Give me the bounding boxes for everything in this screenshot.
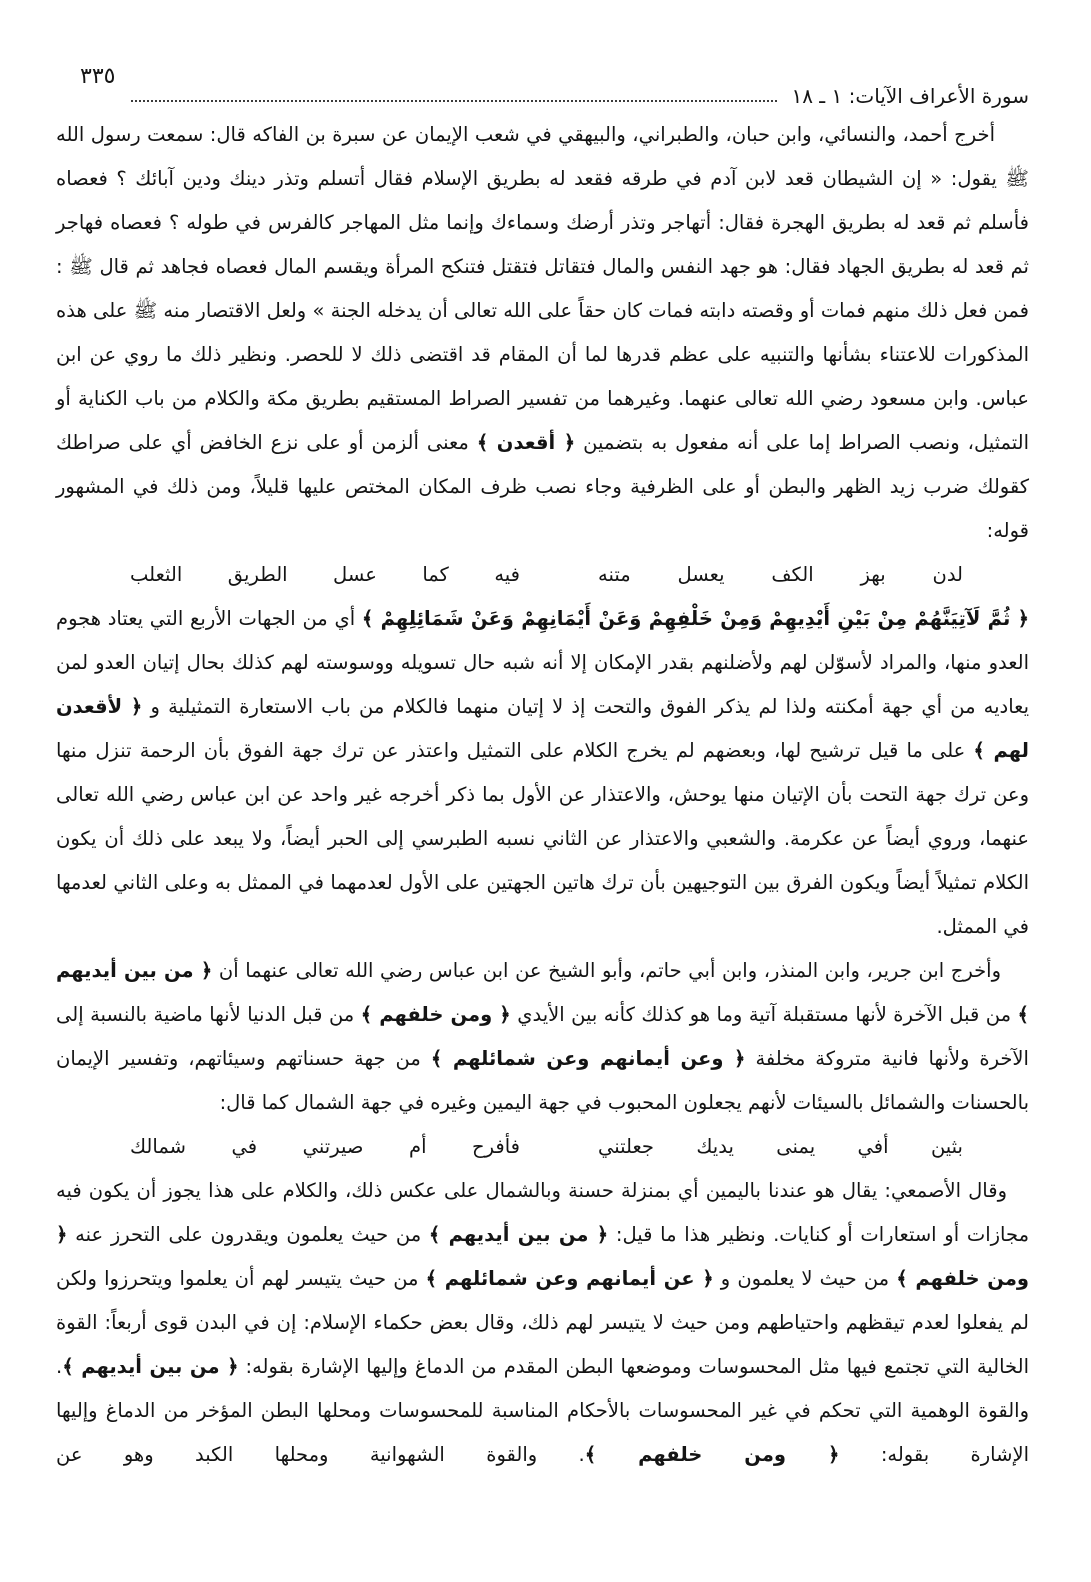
poetry-verse: [56, 1125, 1029, 1169]
quran-quote: ﴿ وعن أيمانهم وعن شمائلهم ﴾: [430, 1047, 746, 1070]
dotted-leader: [131, 100, 777, 102]
text-run: من حيث لا يعلمون و: [713, 1267, 897, 1290]
quran-quote: ﴿ ثُمَّ لَآتِيَنَّهُمْ مِنْ بَيْنِ أَيْدِيهِمْ وَمِنْ خَلْفِهِمْ وَعَنْ أَيْمَانِهِمْ وَعَنْ شَمَائِلِهِمْ ﴾: [361, 607, 1030, 630]
quran-quote: ﴿ من بين أيديهم ﴾: [62, 1355, 239, 1378]
text-run: . والقوة الوهمية التي تحكم في غير المحسوسات بالأحكام المناسبة للمحسوسات ومحلها البطن المؤخر من الدماغ وإليها الإشارة بقوله:: [56, 1355, 1029, 1466]
paragraph: [56, 113, 1029, 553]
quran-quote: ﴿ لأقعدن لهم ﴾: [56, 695, 1029, 762]
quran-quote: ﴿ ومن خلفهم ﴾: [360, 1003, 511, 1026]
hemistich-right: بثين أفي يمنى يديك جعلتني: [598, 1135, 963, 1158]
text-run: من قبل الدنيا لأنها ماضية بالنسبة إلى الآخرة ولأنها فانية متروكة مخلفة: [56, 1003, 1029, 1070]
text-run: معنى ألزمن أو على نزع الخافض أي على صراطك كقولك ضرب زيد الظهر والبطن أو على الظرفية وجاء نصب ظرف المكان المختص عليها قليلاً، ومن ذلك في المشهور قوله:: [56, 431, 1029, 542]
text-run: من قبل الآخرة لأنها مستقبلة آتية وما هو كذلك كأنه بين الأيدي: [510, 1003, 1018, 1026]
quran-quote: ﴿ ومن خلفهم ﴾: [584, 1443, 840, 1466]
text-run: أخرج أحمد، والنسائي، وابن حبان، والطبراني، والبيهقي في شعب الإيمان عن سبرة بن الفاكه قال: سمعت رسول الله ﷺ يقول: « إن الشيطان قعد لابن آدم في طرقه فقعد له بطريق الإسلام فقال أتسلم وتذر دينك ودين آبائك ؟ فعصاه فأسلم ثم قعد له بطريق الهجرة فقال: أتهاجر وتذر أرضك وسماءك وإنما مثل المهاجر كالفرس في طوله ؟ فعصاه فهاجر ثم قعد له بطريق الجهاد فقال: هو جهد النفس والمال فتقاتل فتقتل فتنكح المرأة ويقسم المال فعصاه فجاهد ثم قال ﷺ : فمن فعل ذلك منهم فمات أو وقصته دابته فمات كان حقاً على الله تعالى أن يدخله الجنة » ولعل الاقتصار منه ﷺ على هذه المذكورات للاعتناء بشأنها والتنبيه على عظم قدرها لما أن المقام قد اقتضى ذلك لا للحصر. ونظير ذلك ما روي عن ابن عباس. وابن مسعود رضي الله تعالى عنهما. وغيرهما من تفسير الصراط المستقيم بطريق مكة والكلام من باب الكناية أو التمثيل، ونصب الصراط إما على أنه مفعول به بتضمين: [56, 123, 1030, 454]
text-run: وقال الأصمعي: يقال هو عندنا باليمين أي بمنزلة حسنة وبالشمال على عكس ذلك، والكلام على هذا يجوز أن يكون فيه مجازات أو استعارات أو كنايات. ونظير هذا ما قيل:: [56, 1179, 1030, 1246]
page-header: [80, 58, 1029, 108]
text-run: . والقوة الشهوانية ومحلها الكبد وهو عن: [56, 1443, 585, 1466]
quran-quote: ﴿ عن أيمانهم وعن شمائلهم ﴾: [425, 1267, 714, 1290]
hemistich-left: فأفرح أم صيرتني في شمالك: [130, 1135, 520, 1158]
text-run: على ما قيل ترشيح لها، وبعضهم لم يخرج الكلام على التمثيل واعتذر عن ترك جهة الفوق بأن الرحمة تنزل منها وعن ترك جهة التحت بأن الإتيان منها يوحش، والاعتذار عن الأول بما ذكر أخرجه غير واحد عن ابن عباس رضي الله تعالى عنهما، وروي أيضاً عن عكرمة. والشعبي والاعتذار عن الثاني نسبه الطبرسي إلى الحبر أيضاً، ولا يبعد على ذلك أن يكون الكلام تمثيلاً أيضاً ويكون الفرق بين التوجيهين بأن ترك هاتين الجهتين على الأول لعدمهما في الممثل به وعلى الثاني لعدمها في الممثل.: [56, 739, 1029, 938]
hemistich-right: لدن بهز الكف يعسل متنه: [598, 563, 963, 586]
paragraph: [56, 1169, 1029, 1477]
text-run: وأخرج ابن جرير، وابن المنذر، وابن أبي حاتم، وأبو الشيخ عن ابن عباس رضي الله تعالى عنهما أن: [212, 959, 1001, 982]
quran-quote: ﴿ ومن خلفهم ﴾: [56, 1223, 1030, 1290]
text-run: من جهة حسناتهم وسيئاتهم، وتفسير الإيمان بالحسنات والشمائل بالسيئات لأنهم يجعلون المحبوب في جهة اليمين وغيره في جهة الشمال كما قال:: [56, 1047, 1029, 1114]
text-run: من حيث يعلمون ويقدرون على التحرز عنه: [67, 1223, 429, 1246]
quran-quote: ﴿ من بين أيديهم ﴾: [56, 959, 1029, 1026]
text-run: من حيث يتيسر لهم أن يعلموا ويتحرزوا ولكن لم يفعلوا لعدم تيقظهم واحتياطهم ومن حيث لا يتيسر لهم ذلك، وقال بعض حكماء الإسلام: إن في البدن قوى أربعاً: القوة الخالية التي تجتمع فيها مثل المحسوسات وموضعها البطن المقدم من الدماغ وإليها الإشارة بقوله:: [56, 1267, 1030, 1378]
hemistich-left: فيه كما عسل الطريق الثعلب: [130, 563, 520, 586]
page-number: ٣٣٥: [80, 64, 116, 89]
running-title: سورة الأعراف الآيات: ١ ـ ١٨: [791, 84, 1029, 108]
quran-quote: ﴿ من بين أيديهم ﴾: [428, 1223, 609, 1246]
body-text: [56, 113, 1029, 1477]
text-run: أي من الجهات الأربع التي يعتاد هجوم العدو منها، والمراد لأسوّلن لهم ولأضلنهم بقدر الإمكان إلا أنه شبه حال تسويله ووسوسته لهم كذلك بحال إتيان العدو لمن يعاديه من أي جهة أمكنته ولذا لم يذكر الفوق والتحت إذ لا إتيان منهما فالكلام من باب الاستعارة التمثيلية و: [56, 607, 1030, 718]
paragraph: [56, 597, 1029, 949]
quran-quote: ﴿ أقعدن ﴾: [476, 431, 576, 454]
poetry-verse: [56, 553, 1029, 597]
paragraph: [56, 949, 1029, 1125]
